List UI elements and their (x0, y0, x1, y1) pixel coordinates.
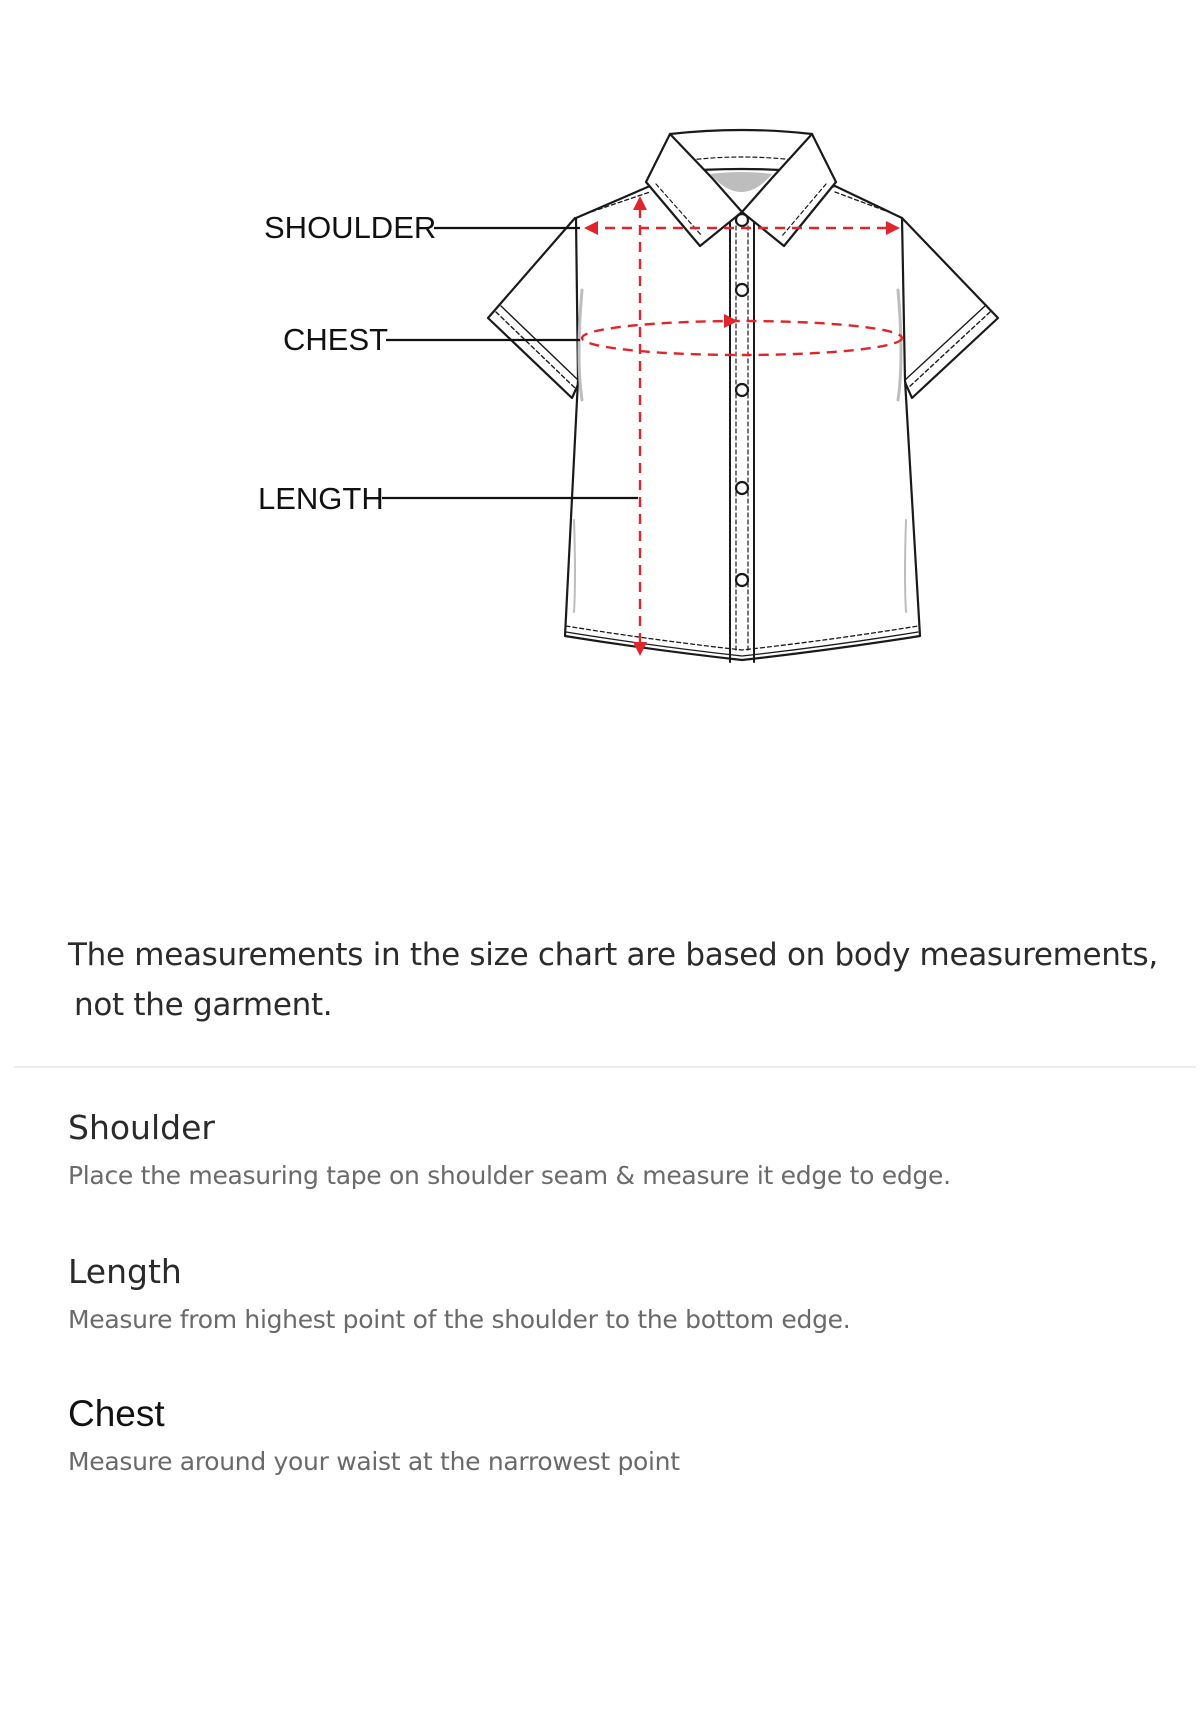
button (736, 284, 748, 296)
shoulder-label: SHOULDER (264, 210, 437, 245)
size-chart-note (68, 930, 1158, 1030)
shirt-measurement-diagram (0, 0, 1200, 720)
shirt-body (565, 186, 920, 660)
section-shoulder (68, 1106, 1148, 1194)
length-label: LENGTH (258, 481, 384, 516)
left-sleeve (488, 218, 580, 398)
section-description: Measure from highest point of the shoulder to the bottom edge. (68, 1305, 851, 1334)
section-title: Chest (68, 1393, 165, 1434)
section-description: Measure around your waist at the narrowest point (68, 1447, 680, 1476)
button (736, 384, 748, 396)
shirt-illustration-icon (488, 130, 998, 662)
button (736, 574, 748, 586)
divider (14, 1066, 1196, 1068)
note-line-2: not the garment. (74, 987, 333, 1023)
section-length (68, 1250, 1148, 1338)
section-title: Shoulder (68, 1108, 215, 1147)
section-title: Length (68, 1252, 182, 1291)
note-line-1: The measurements in the size chart are based on body measurements, (68, 937, 1158, 973)
chest-label: CHEST (283, 322, 389, 357)
section-description: Place the measuring tape on shoulder seam & measure it edge to edge. (68, 1161, 951, 1190)
section-chest (68, 1392, 1148, 1480)
button (736, 214, 748, 226)
button (736, 482, 748, 494)
